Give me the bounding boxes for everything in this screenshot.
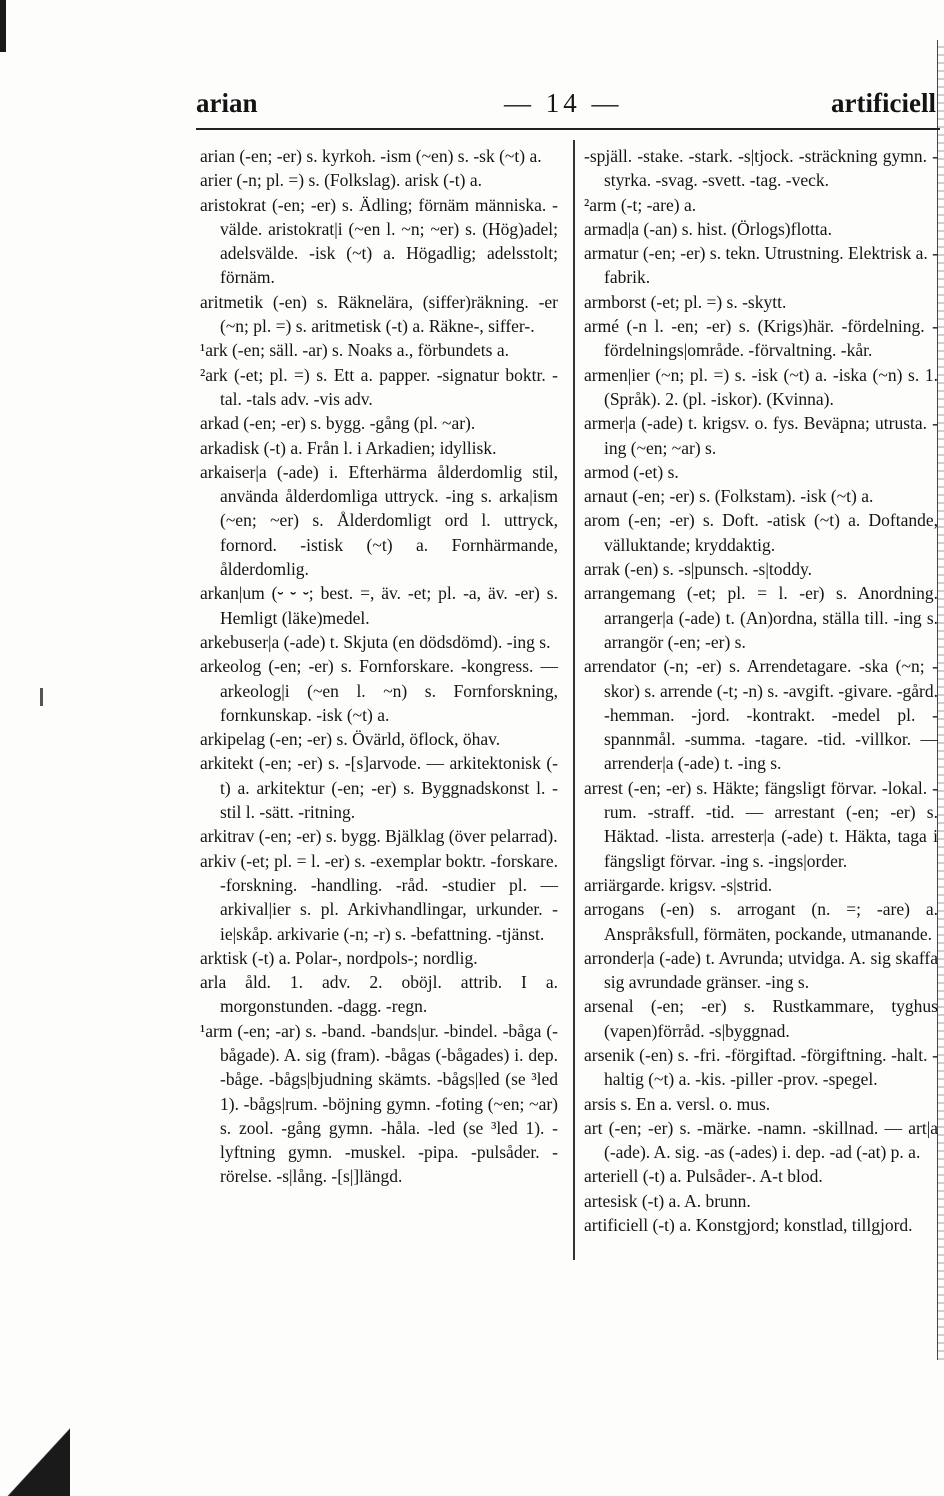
dictionary-entry-arrest: arrest (-en; -er) s. Häkte; fängsligt förvar. -lokal. -rum. -straff. -tid. — arrestant (-en; -er) s. Häktad. -lista. arrester|a (-ade) t. Häkta, taga i fängsligt förvar. -ing s. -ings|order.: [584, 777, 938, 871]
dictionary-entry-arnaut: arnaut (-en; -er) s. (Folkstam). -isk (~t) a.: [584, 486, 874, 507]
dictionary-entry-arkaisera: arkaiser|a (-ade) i. Efterhärma ålderdomlig stil, använda ålderdomliga uttryck. -ing s. arka|ism (~en; ~er) s. Ålderdomligt ord l. uttryck, fornord. -istisk (~t) a. Fornhärmande, ålderdomlig.: [200, 461, 558, 580]
scan-speck: [40, 688, 43, 706]
dictionary-entry-armenier: armen|ier (~n; pl. =) s. -isk (~t) a. -iska (~n) s. 1. (Språk). 2. (pl. -iskor). (Kvinna).: [584, 364, 938, 409]
page-number: — 14 —: [504, 88, 623, 118]
dictionary-entry-arteriell: arteriell (-t) a. Pulsåder-. A-t blod.: [584, 1166, 823, 1187]
dictionary-entry-arm-2: ²arm (-t; -are) a.: [584, 194, 697, 215]
dictionary-entry-arkad: arkad (-en; -er) s. bygg. -gång (pl. ~ar).: [200, 413, 476, 434]
dictionary-entry-arrak: arrak (-en) s. -s|punsch. -s|toddy.: [584, 559, 812, 580]
dictionary-entry-armborst: armborst (-et; pl. =) s. -skytt.: [584, 291, 787, 312]
dictionary-entry-arme: armé (-n l. -en; -er) s. (Krigs)här. -fördelning. -fördelnings|område. -förvaltning. -kår.: [584, 316, 938, 361]
dictionary-entry-artesisk: artesisk (-t) a. A. brunn.: [584, 1190, 751, 1211]
dictionary-entry-arkitrav: arkitrav (-en; -er) s. bygg. Bjälklag (över pelarrad).: [200, 826, 558, 847]
dictionary-entry-arkiv: arkiv (-et; pl. = l. -er) s. -exemplar boktr. -forskare. -forskning. -handling. -råd. -studier pl. — arkival|ier s. pl. Arkivhandlingar, urkunder. -ie|skåp. arkivarie (-n; -r) s. -befattning. -tjänst.: [200, 850, 558, 944]
dictionary-entry-armatur: armatur (-en; -er) s. tekn. Utrustning. Elektrisk a. -fabrik.: [584, 243, 938, 288]
dictionary-entry-arkadisk: arkadisk (-t) a. Från l. i Arkadien; idyllisk.: [200, 437, 497, 458]
dictionary-entry-arrangemang: arrangemang (-et; pl. = l. -er) s. Anordning. arranger|a (-ade) t. (An)ordna, ställa till. -ing s. arrangör (-en; -er) s.: [584, 583, 938, 652]
dictionary-entry-arktisk: arktisk (-t) a. Polar-, nordpols-; nordlig.: [200, 947, 478, 968]
dictionary-entry-arkebusera: arkebuser|a (-ade) t. Skjuta (en dödsdömd). -ing s.: [200, 631, 551, 652]
dictionary-entry-arsis: arsis s. En a. versl. o. mus.: [584, 1093, 771, 1114]
left-column: [200, 144, 558, 1189]
dictionary-entry-art: art (-en; -er) s. -märke. -namn. -skillnad. — art|a (-ade). A. sig. -as (-ades) i. dep. -ad (-at) p. a.: [584, 1117, 938, 1163]
dictionary-entry-arkitekt: arkitekt (-en; -er) s. -[s]arvode. — arkitektonisk (-t) a. arkitektur (-en; -er) s. Byggnadskonst l. -stil l. -sätt. -ritning.: [200, 753, 558, 823]
dictionary-entry-arriargarde: arriärgarde. krigsv. -s|strid.: [584, 874, 773, 895]
page-header: [196, 88, 940, 124]
page-edge-binding: [937, 40, 944, 1360]
dictionary-entry-armada: armad|a (-an) s. hist. (Örlogs)flotta.: [584, 218, 832, 239]
dictionary-entry-aritmetik: aritmetik (-en) s. Räknelära, (siffer)räkning. -er (~n; pl. =) s. aritmetisk (-t) a. Räkne-, siffer-.: [200, 291, 558, 337]
dictionary-entry-arkanum: arkan|um (⏑ ⏑ ⏑; best. =, äv. -et; pl. -a, äv. -er) s. Hemligt (läke)medel.: [200, 583, 558, 628]
dictionary-entry-arm-1: ¹arm (-en; -ar) s. -band. -bands|ur. -bindel. -båga (-bågade). A. sig (fram). -bågas (-bågades) i. dep. -båge. -bågs|bjudning skämts. -bågs|led (se ³led 1). -bågs|rum. -böjning gymn. -foting (~en; ~ar) s. zool. -gång gymn. -håla. -led (se ³led 1). -lyftning gymn. -muskel. -pipa. -pulsåder. -rörelse. -s|lång. -[s|]längd.: [200, 1020, 558, 1187]
dictionary-entry-arla: arla åld. 1. adv. 2. oböjl. attrib. I a. morgonstunden. -dagg. -regn.: [200, 972, 558, 1017]
dictionary-entry-arsenal: arsenal (-en; -er) s. Rustkammare, tyghus (vapen)förråd. -s|byggnad.: [584, 996, 938, 1041]
dictionary-entry-ark-1: ¹ark (-en; säll. -ar) s. Noaks a., förbundets a.: [200, 340, 509, 361]
guide-word-right: artificiell: [831, 88, 936, 118]
dictionary-entry-armera: armer|a (-ade) t. krigsv. o. fys. Beväpna; utrusta. -ing (~en; ~ar) s.: [584, 413, 938, 458]
dictionary-entry-artificiell: artificiell (-t) a. Konstgjord; konstlad, tillgjord.: [584, 1215, 913, 1236]
dictionary-entry-aristokrat: aristokrat (-en; -er) s. Ädling; förnäm människa. -välde. aristokrat|i (~en l. ~n; ~er) s. (Hög)adel; adelsvälde. -isk (~t) a. Högadlig; adelsstolt; förnäm.: [200, 194, 558, 288]
dictionary-entry-arrogans: arrogans (-en) s. arrogant (n. =; -are) a. Anspråksfull, förmäten, pockande, utmanande.: [584, 899, 938, 944]
dictionary-entry-armod: armod (-et) s.: [584, 461, 679, 482]
column-divider: [573, 140, 575, 1260]
guide-word-left: arian: [196, 88, 258, 118]
scan-corner-shadow: [0, 1420, 70, 1496]
scan-edge-mark: [0, 0, 6, 52]
dictionary-entry-arom: arom (-en; -er) s. Doft. -atisk (~t) a. Doftande, välluktande; kryddaktig.: [584, 510, 938, 555]
dictionary-entry-arier: arier (-n; pl. =) s. (Folkslag). arisk (-t) a.: [200, 170, 483, 191]
dictionary-entry-arrendator: arrendator (-n; -er) s. Arrendetagare. -ska (~n; -skor) s. arrende (-t; -n) s. -avgift. -givare. -gård. -hemman. -jord. -kontrakt. -medel pl. -spannmål. -summa. -tagare. -tid. -villkor. — arrender|a (-ade) t. -ing s.: [584, 656, 938, 774]
dictionary-entry-arsenik: arsenik (-en) s. -fri. -förgiftad. -förgiftning. -halt. -haltig (~t) a. -kis. -piller -prov. -spegel.: [584, 1044, 938, 1090]
dictionary-entry-arkeolog: arkeolog (-en; -er) s. Fornforskare. -kongress. — arkeolog|i (~en l. ~n) s. Fornforskning, fornkunskap. -isk (~t) a.: [200, 656, 558, 725]
header-rule: [196, 128, 940, 130]
dictionary-entry-arm-continued: -spjäll. -stake. -stark. -s|tjock. -sträckning gymn. -styrka. -svag. -svett. -tag. -veck.: [584, 146, 938, 191]
dictionary-entry-arkipelag: arkipelag (-en; -er) s. Övärld, öflock, öhav.: [200, 729, 501, 750]
dictionary-entry-ark-2: ²ark (-et; pl. =) s. Ett a. papper. -signatur boktr. -tal. -tals adv. -vis adv.: [200, 364, 558, 409]
dictionary-entry-arrondera: arronder|a (-ade) t. Avrunda; utvidga. A. sig skaffa sig avrundade gränser. -ing s.: [584, 947, 938, 993]
dictionary-entry-arian: arian (-en; -er) s. kyrkoh. -ism (~en) s. -sk (~t) a.: [200, 146, 542, 166]
right-column: [584, 144, 938, 1237]
